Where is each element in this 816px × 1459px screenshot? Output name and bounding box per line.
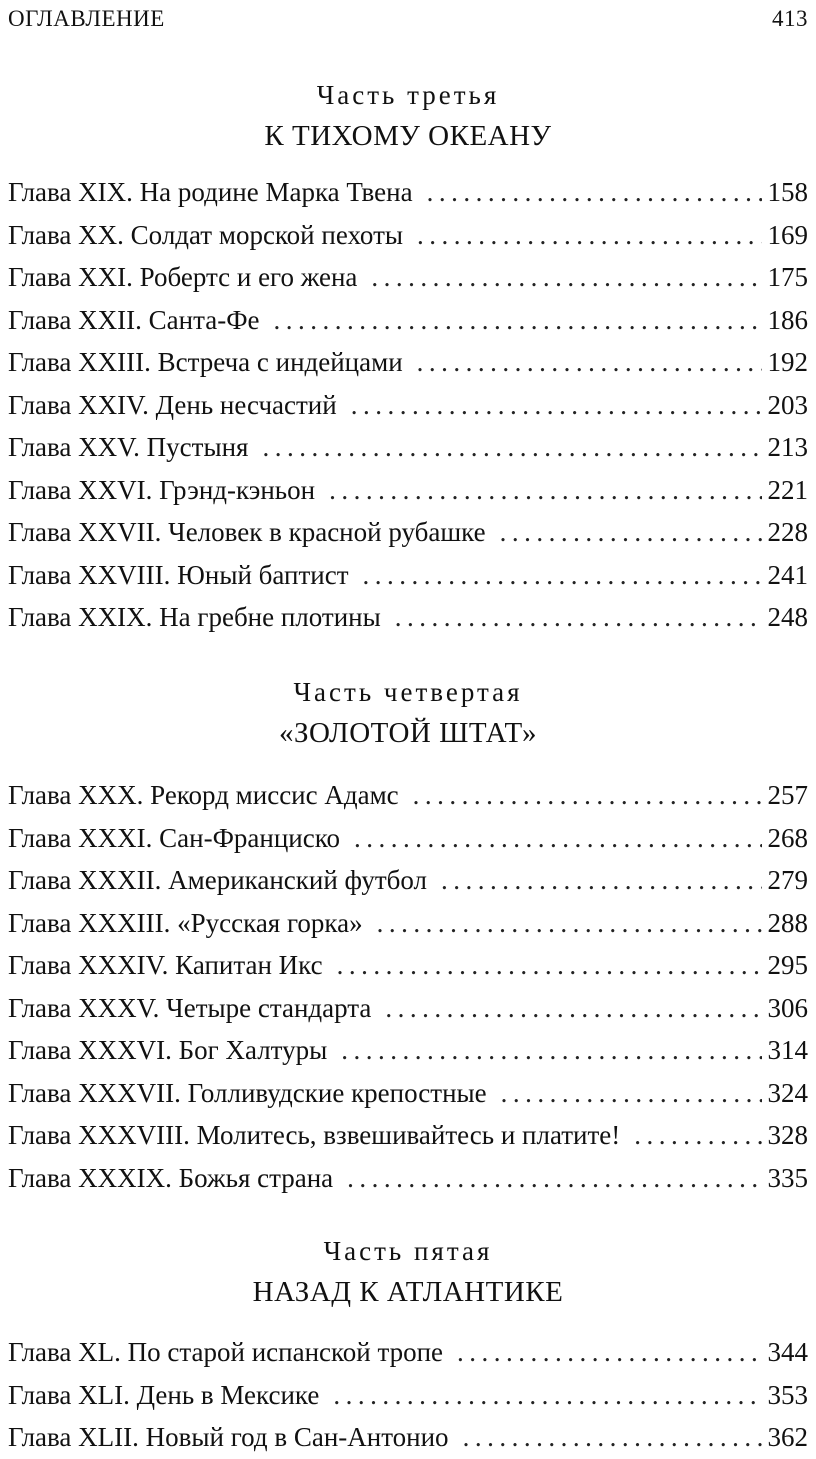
chapter-title: Глава XXXIV. Капитан Икс bbox=[8, 950, 323, 980]
chapter-title: Глава XX. Солдат морской пехоты bbox=[8, 219, 404, 250]
part-label: Часть четвертая bbox=[293, 677, 523, 707]
toc-entry bbox=[8, 1374, 808, 1417]
toc-entry bbox=[8, 469, 808, 512]
chapter-page-number: 306 bbox=[767, 992, 808, 1023]
dot-leader bbox=[329, 469, 761, 512]
chapter-list bbox=[8, 171, 808, 639]
chapter-page-number: 344 bbox=[767, 1337, 808, 1367]
chapter-page-number: 248 bbox=[767, 602, 808, 632]
chapter-title: Глава XXI. Робертс и его жена bbox=[8, 262, 358, 292]
dot-leader bbox=[341, 1029, 761, 1072]
chapter-page-number: 288 bbox=[767, 907, 808, 938]
toc-entry bbox=[8, 774, 808, 817]
toc-entry bbox=[8, 944, 808, 987]
chapter-page-number: 175 bbox=[767, 262, 808, 292]
dot-leader bbox=[427, 171, 762, 214]
chapter-page-number: 268 bbox=[767, 822, 808, 853]
chapter-page-number: 335 bbox=[767, 1162, 808, 1193]
toc-entry bbox=[8, 171, 808, 214]
chapter-page-number: 213 bbox=[767, 432, 808, 462]
toc-entry bbox=[8, 987, 808, 1030]
dot-leader bbox=[413, 774, 762, 817]
toc-entry bbox=[8, 384, 808, 427]
toc-entry bbox=[8, 1114, 808, 1157]
chapter-title: Глава XXV. Пустыня bbox=[8, 432, 249, 462]
toc-entry bbox=[8, 1157, 808, 1200]
chapter-page-number: 228 bbox=[767, 517, 808, 547]
chapter-title: Глава XXVIII. Юный баптист bbox=[8, 559, 349, 590]
dot-leader bbox=[333, 1374, 761, 1417]
dot-leader bbox=[385, 987, 761, 1030]
chapter-title: Глава XXXII. Американский футбол bbox=[8, 865, 428, 895]
running-head bbox=[8, 2, 808, 36]
chapter-page-number: 158 bbox=[767, 177, 808, 207]
chapter-title: Глава XXXIX. Божья страна bbox=[8, 1162, 334, 1193]
toc-entry bbox=[8, 1416, 808, 1459]
chapter-page-number: 328 bbox=[767, 1120, 808, 1150]
part-title: «ЗОЛОТОЙ ШТАТ» bbox=[279, 717, 537, 749]
chapter-title: Глава XXXVI. Бог Халтуры bbox=[8, 1035, 328, 1065]
dot-leader bbox=[363, 554, 762, 597]
chapter-title: Глава XXVI. Грэнд-кэньон bbox=[8, 474, 316, 505]
chapter-page-number: 362 bbox=[767, 1422, 808, 1452]
part-label: Часть третья bbox=[316, 80, 500, 110]
toc-entry bbox=[8, 1072, 808, 1115]
part-label: Часть пятая bbox=[323, 1236, 493, 1266]
dot-leader bbox=[371, 256, 761, 299]
chapter-title: Глава XXIII. Встреча с индейцами bbox=[8, 347, 403, 377]
chapter-page-number: 192 bbox=[767, 347, 808, 377]
toc-entry bbox=[8, 256, 808, 299]
page-number: 413 bbox=[772, 6, 808, 31]
dot-leader bbox=[417, 341, 762, 384]
dot-leader bbox=[395, 596, 762, 639]
chapter-title: Глава XXVII. Человек в красной рубашке bbox=[8, 517, 486, 547]
dot-leader bbox=[337, 944, 762, 987]
chapter-page-number: 257 bbox=[767, 780, 808, 810]
chapter-title: Глава XXXIII. «Русская горка» bbox=[8, 907, 363, 938]
chapter-page-number: 221 bbox=[767, 474, 808, 505]
chapter-page-number: 279 bbox=[767, 865, 808, 895]
dot-leader bbox=[377, 902, 762, 945]
dot-leader bbox=[463, 1416, 762, 1459]
toc-entry bbox=[8, 341, 808, 384]
chapter-page-number: 203 bbox=[767, 389, 808, 420]
toc-entry bbox=[8, 859, 808, 902]
dot-leader bbox=[441, 859, 761, 902]
dot-leader bbox=[347, 1157, 761, 1200]
chapter-page-number: 314 bbox=[767, 1035, 808, 1065]
chapter-page-number: 324 bbox=[767, 1077, 808, 1108]
toc-entry bbox=[8, 511, 808, 554]
toc-entry bbox=[8, 426, 808, 469]
chapter-page-number: 241 bbox=[767, 559, 808, 590]
chapter-page-number: 186 bbox=[767, 304, 808, 335]
chapter-page-number: 295 bbox=[767, 950, 808, 980]
toc-entry bbox=[8, 817, 808, 860]
toc-entry bbox=[8, 214, 808, 257]
chapter-title: Глава XXXV. Четыре стандарта bbox=[8, 992, 372, 1023]
chapter-page-number: 169 bbox=[767, 219, 808, 250]
dot-leader bbox=[262, 426, 761, 469]
part-title: НАЗАД К АТЛАНТИКЕ bbox=[252, 1276, 564, 1308]
toc-entry bbox=[8, 902, 808, 945]
chapter-title: Глава XIX. На родине Марка Твена bbox=[8, 177, 413, 207]
toc-entry bbox=[8, 1029, 808, 1072]
chapter-list bbox=[8, 1331, 808, 1459]
toc-entry bbox=[8, 1331, 808, 1374]
dot-leader bbox=[351, 384, 762, 427]
dot-leader bbox=[457, 1331, 761, 1374]
dot-leader bbox=[274, 299, 762, 342]
chapter-title: Глава XXII. Санта-Фе bbox=[8, 304, 260, 335]
toc-entry bbox=[8, 299, 808, 342]
chapter-title: Глава XXX. Рекорд миссис Адамс bbox=[8, 780, 399, 810]
chapter-title: Глава XL. По старой испанской тропе bbox=[8, 1337, 444, 1367]
chapter-title: Глава XXXI. Сан-Франциско bbox=[8, 822, 340, 853]
chapter-title: Глава XLII. Новый год в Сан-Антонио bbox=[8, 1422, 449, 1452]
chapter-list bbox=[8, 774, 808, 1199]
chapter-title: Глава XXIX. На гребне плотины bbox=[8, 602, 381, 632]
dot-leader bbox=[500, 511, 762, 554]
chapter-title: Глава XXXVII. Голливудские крепостные bbox=[8, 1077, 487, 1108]
dot-leader bbox=[354, 817, 762, 860]
part-title: К ТИХОМУ ОКЕАНУ bbox=[264, 120, 552, 152]
toc-entry bbox=[8, 554, 808, 597]
dot-leader bbox=[417, 214, 761, 257]
dot-leader bbox=[501, 1072, 762, 1115]
chapter-title: Глава XXIV. День несчастий bbox=[8, 389, 337, 420]
chapter-title: Глава XXXVIII. Молитесь, взвешивайтесь и платите! bbox=[8, 1120, 621, 1150]
toc-entry bbox=[8, 596, 808, 639]
chapter-title: Глава XLI. День в Мексике bbox=[8, 1379, 320, 1410]
dot-leader bbox=[634, 1114, 761, 1157]
chapter-page-number: 353 bbox=[767, 1379, 808, 1410]
section-title: ОГЛАВЛЕНИЕ bbox=[8, 6, 165, 31]
